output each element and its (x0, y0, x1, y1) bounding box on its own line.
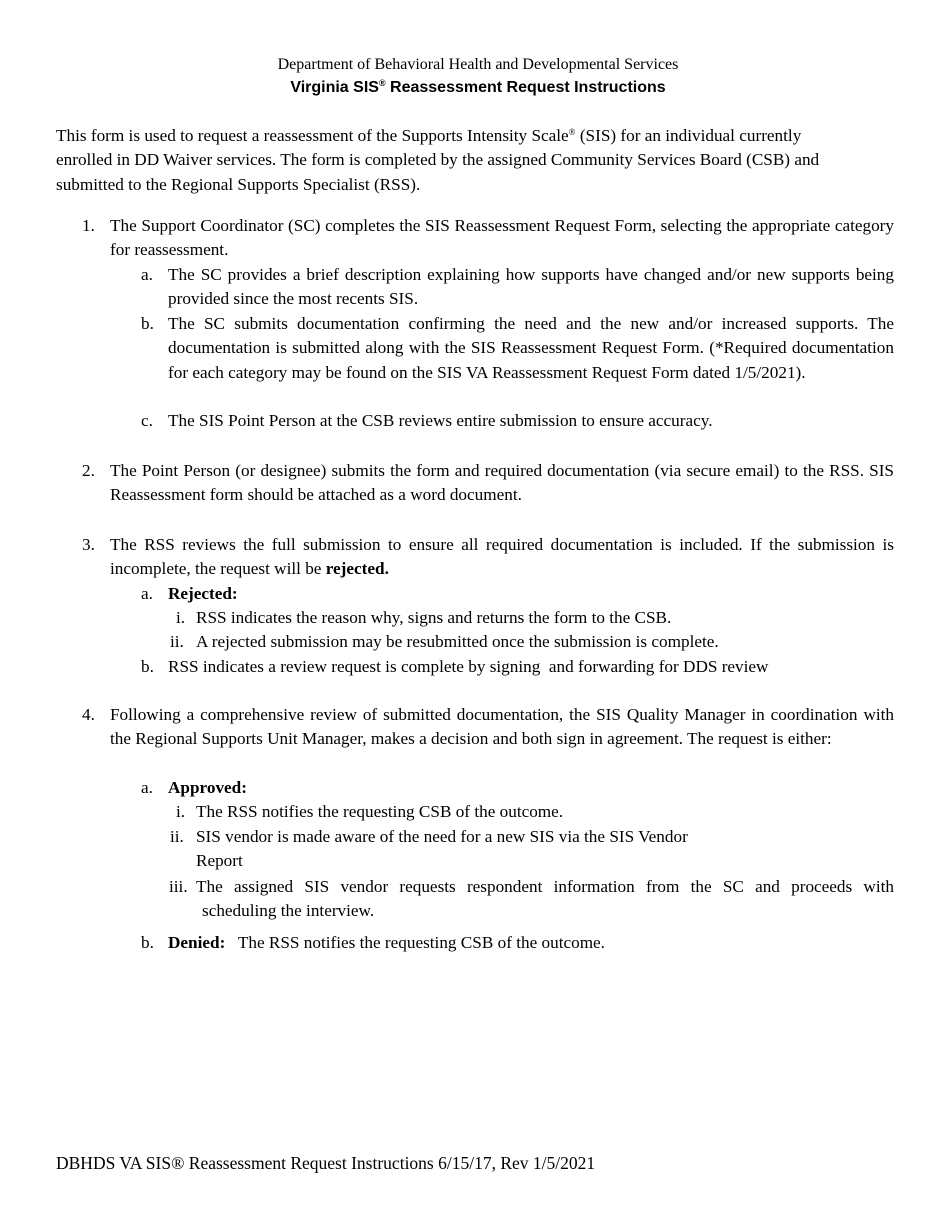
intro-registered-mark: ® (568, 127, 576, 137)
step-4a-iii-marker: iii. (169, 877, 188, 896)
document-title (0, 77, 950, 99)
step-1b-marker: b. (141, 314, 154, 333)
step-4b-marker: b. (141, 933, 154, 952)
step-1a-text: The SC provides a brief description explaining how supports have changed and/or new supports being provided since the most recents SIS. (168, 265, 894, 309)
step-1c-marker: c. (141, 411, 153, 430)
denied-text: The RSS notifies the requesting CSB of the outcome. (225, 933, 605, 952)
denied-label: Denied: (168, 933, 226, 952)
step-3-text-main: The RSS reviews the full submission to ensure all required documentation is included. If the submission is incomplete, the request will be (110, 535, 894, 579)
step-3a-i-marker: i. (176, 608, 186, 627)
step-3a-ii-text: A rejected submission may be resubmitted once the submission is complete. (196, 632, 719, 651)
title-registered-mark: ® (378, 78, 386, 88)
title-prefix: Virginia SIS (290, 79, 379, 96)
intro-line-3: submitted to the Regional Supports Specialist (RSS). (56, 174, 421, 194)
step-1c-text: The SIS Point Person at the CSB reviews entire submission to ensure accuracy. (168, 411, 713, 430)
department-name: Department of Behavioral Health and Developmental Services (277, 56, 679, 73)
step-1-number: 1. (82, 216, 95, 235)
intro-line-1 (56, 124, 901, 148)
step-3b-text: RSS indicates a review request is complete by signing and forwarding for DDS review (168, 657, 769, 676)
step-3b-marker: b. (141, 657, 154, 676)
step-4a-i-text: The RSS notifies the requesting CSB of the outcome. (196, 802, 564, 821)
step-3a-label (168, 582, 238, 606)
step-4a-ii-marker: ii. (170, 827, 184, 846)
step-4a-marker: a. (141, 778, 153, 797)
intro-paragraph (56, 124, 901, 197)
step-2-text: The Point Person (or designee) submits the form and required documentation (via secure email) to the RSS. SIS Reassessment form should be attached as a word document. (110, 461, 894, 505)
step-3a-marker: a. (141, 584, 153, 603)
step-3-number: 3. (82, 535, 95, 554)
step-1-text: The Support Coordinator (SC) completes the SIS Reassessment Request Form, selecting the appropriate category for reassessment. (110, 216, 894, 260)
step-4-text: Following a comprehensive review of submitted documentation, the SIS Quality Manager in coordination with the Regional Supports Unit Manager, makes a decision and both sign in agreement. The request is either: (110, 705, 894, 749)
step-4a-ii-line-2: Report (196, 851, 243, 870)
step-1b-text: The SC submits documentation confirming the need and the new and/or increased supports. The documentation is submitted along with the SIS Reassessment Request Form. (*Required documentation for each category may be found on the SIS VA Reassessment Request Form dated 1/5/2021). (168, 314, 894, 382)
step-4b-text (168, 931, 605, 955)
page-footer: DBHDS VA SIS® Reassessment Request Instructions 6/15/17, Rev 1/5/2021 (56, 1153, 596, 1173)
step-3a-ii-marker: ii. (170, 632, 184, 651)
intro-line-1b: (SIS) for an individual currently (575, 126, 802, 145)
step-4a-label (168, 776, 247, 800)
step-2-number: 2. (82, 461, 95, 480)
step-4-number: 4. (82, 705, 95, 724)
step-1a-marker: a. (141, 265, 153, 284)
step-4a-iii-line-2: scheduling the interview. (202, 901, 375, 920)
step-4a-iii-line-1: The assigned SIS vendor requests respondent information from the SC and proceeds with (196, 877, 894, 896)
title-suffix: Reassessment Request Instructions (385, 79, 666, 96)
rejected-label: Rejected: (168, 584, 238, 603)
step-4a-i-marker: i. (176, 802, 186, 821)
step-3-text-rejected: rejected. (325, 559, 389, 579)
intro-line-2: enrolled in DD Waiver services. The form is completed by the assigned Community Services Board (CSB) and (56, 150, 820, 170)
step-3-text (110, 533, 894, 582)
step-4a-ii-line-1: SIS vendor is made aware of the need for a new SIS via the SIS Vendor (196, 827, 688, 846)
intro-line-1a: This form is used to request a reassessment of the Supports Intensity Scale (56, 126, 569, 145)
step-3a-i-text: RSS indicates the reason why, signs and returns the form to the CSB. (196, 608, 672, 627)
approved-label: Approved: (168, 778, 247, 797)
